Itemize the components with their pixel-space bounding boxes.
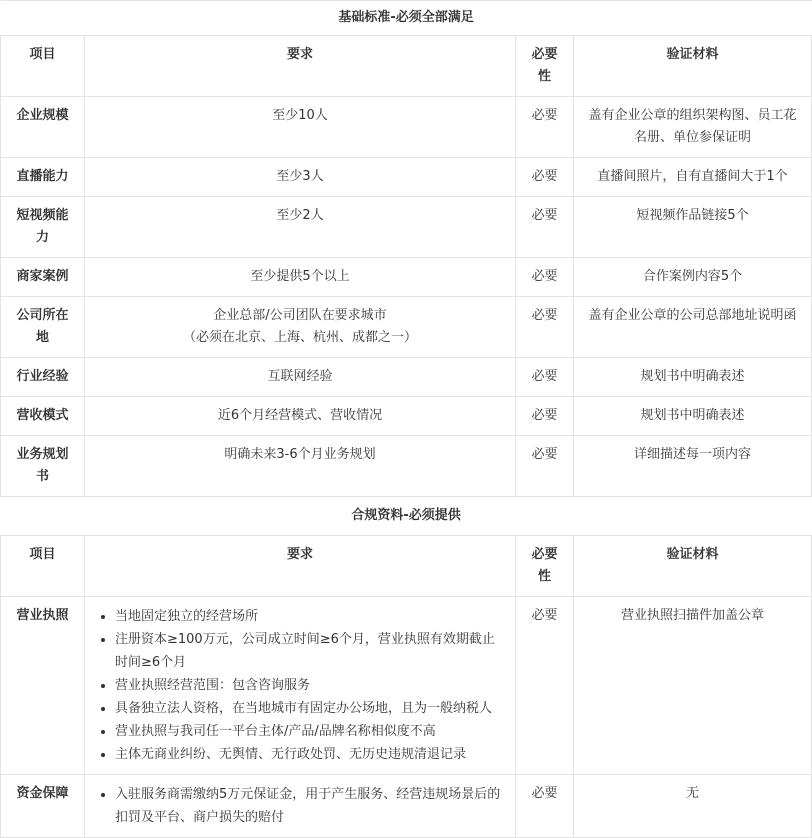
section-title-row [1,497,812,536]
row-verification: 盖有企业公章的公司总部地址说明函 [574,297,812,358]
table-row [1,97,812,158]
col-header-verification: 验证材料 [574,36,812,97]
list-item: • 当地固定独立的经营场所 [115,605,505,628]
table-row [1,436,812,497]
table-row [1,775,812,838]
row-requirement: 互联网经验 [85,358,516,397]
requirement-list [97,783,505,829]
list-item: • 具备独立法人资格，在当地城市有固定办公场地，且为一般纳税人 [115,697,505,720]
row-necessity: 必要 [516,358,574,397]
row-requirement [85,775,516,838]
row-necessity: 必要 [516,297,574,358]
table-row [1,158,812,197]
row-necessity: 必要 [516,197,574,258]
row-necessity: 必要 [516,436,574,497]
section-title: 基础标准-必须全部满足 [1,1,812,36]
table-row [1,397,812,436]
row-item: 短视频能力 [1,197,85,258]
row-necessity: 必要 [516,97,574,158]
row-necessity: 必要 [516,775,574,838]
row-verification: 无 [574,775,812,838]
row-verification: 营业执照扫描件加盖公章 [574,597,812,775]
row-verification: 规划书中明确表述 [574,397,812,436]
row-item: 营业执照 [1,597,85,775]
row-verification: 短视频作品链接5个 [574,197,812,258]
table-row [1,358,812,397]
col-header-necessity: 必要性 [516,36,574,97]
list-item: • 营业执照经营范围：包含咨询服务 [115,674,505,697]
row-verification: 盖有企业公章的组织架构图、员工花名册、单位参保证明 [574,97,812,158]
row-item: 资金保障 [1,775,85,838]
row-requirement: 至少2人 [85,197,516,258]
row-item: 直播能力 [1,158,85,197]
table-header-row [1,536,812,597]
row-requirement: 至少10人 [85,97,516,158]
list-item: • 入驻服务商需缴纳5万元保证金，用于产生服务、经营违规场景后的扣罚及平台、商户损失的赔付 [115,783,505,829]
row-item: 行业经验 [1,358,85,397]
table-row [1,258,812,297]
row-necessity: 必要 [516,397,574,436]
row-item: 企业规模 [1,97,85,158]
table-row [1,297,812,358]
requirement-line-1: 企业总部/公司团队在要求城市 [213,308,387,323]
row-verification: 合作案例内容5个 [574,258,812,297]
col-header-item: 项目 [1,536,85,597]
col-header-requirement: 要求 [85,536,516,597]
row-necessity: 必要 [516,158,574,197]
table-header-row [1,36,812,97]
col-header-verification: 验证材料 [574,536,812,597]
row-requirement [85,297,516,358]
row-item: 营收模式 [1,397,85,436]
col-header-item: 项目 [1,36,85,97]
row-requirement [85,597,516,775]
row-necessity: 必要 [516,597,574,775]
list-item: • 主体无商业纠纷、无舆情、无行政处罚、无历史违规清退记录 [115,743,505,766]
requirement-line-2: （必须在北京、上海、杭州、成都之一） [182,330,417,345]
requirement-list [97,605,505,766]
row-requirement: 明确未来3-6个月业务规划 [85,436,516,497]
row-verification: 详细描述每一项内容 [574,436,812,497]
list-item: • 注册资本≥100万元，公司成立时间≥6个月，营业执照有效期截止时间≥6个月 [115,628,505,674]
row-item: 业务规划书 [1,436,85,497]
row-item: 商家案例 [1,258,85,297]
col-header-necessity: 必要性 [516,536,574,597]
row-requirement: 近6个月经营模式、营收情况 [85,397,516,436]
row-verification: 直播间照片，自有直播间大于1个 [574,158,812,197]
row-requirement: 至少提供5个以上 [85,258,516,297]
row-requirement: 至少3人 [85,158,516,197]
col-header-requirement: 要求 [85,36,516,97]
row-necessity: 必要 [516,258,574,297]
table-row [1,197,812,258]
table-row [1,597,812,775]
row-verification: 规划书中明确表述 [574,358,812,397]
list-item: • 营业执照与我司任一平台主体/产品/品牌名称相似度不高 [115,720,505,743]
section-title-row [1,1,812,36]
row-item: 公司所在地 [1,297,85,358]
section-title: 合规资料-必须提供 [1,497,812,536]
